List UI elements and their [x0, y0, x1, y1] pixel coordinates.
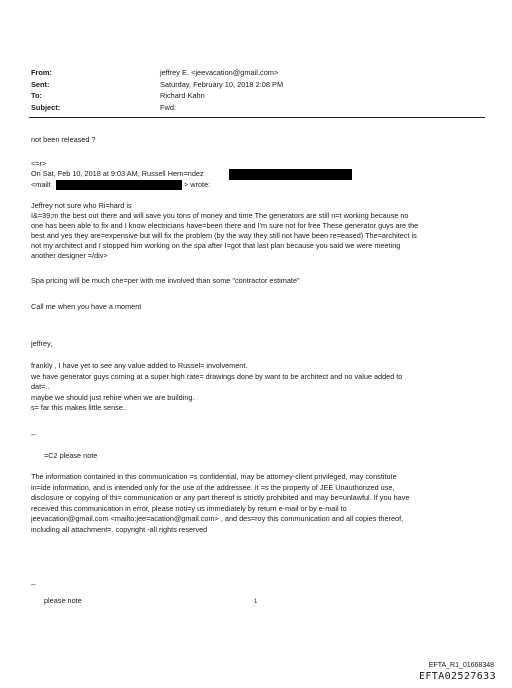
- redaction-bar: [56, 180, 182, 190]
- to-label: To:: [31, 91, 42, 100]
- jeffrey-salutation: jeffrey,: [31, 339, 53, 348]
- subject-label: Subject:: [31, 103, 61, 112]
- header-divider: [29, 117, 485, 118]
- mail-prefix: <mailt: [31, 180, 51, 189]
- disclaimer-line: received this communication in error, please noti=y us immediately by return e-mail or by e-mail to: [31, 504, 347, 513]
- call-me-line: Call me when you have a moment: [31, 302, 142, 311]
- page-number: 1: [254, 599, 258, 605]
- paragraph-line: maybe we should just rehire when we are building.: [31, 393, 195, 402]
- quote-marker: <=r>: [31, 159, 47, 168]
- paragraph-line: frankly , I have yet to see any value added to Russel= involvement.: [31, 361, 248, 370]
- paragraph-line: s= far this makes little sense..: [31, 403, 127, 412]
- paragraph-line: Jeffrey not sure who Ri=hard is: [31, 201, 132, 210]
- paragraph-line: best and yes they are=expensive but will fix the problem (by the way they still not have been re=eased) The=architect is: [31, 231, 417, 240]
- sent-value: Saturday, February 10, 2018 2:08 PM: [160, 80, 284, 89]
- signature-dashes: --: [31, 430, 36, 439]
- paragraph-line: one has been able to fix and I know electricians have=been there and I'm sure not for free These generator guys are the: [31, 221, 419, 230]
- sent-label: Sent:: [31, 80, 50, 89]
- disclaimer-line: jeevacation@gmail.com <mailto:jee=acation@gmail.com> , and des=roy this communication and all copies thereof,: [31, 514, 404, 523]
- paragraph-line: I&=39;m the best out there and will save you tons of money and time The generators are still n=t working because no: [31, 211, 409, 220]
- efta-id-small: EFTA_R1_01668348: [428, 662, 494, 669]
- please-note-heading: =C2 please note: [44, 451, 98, 460]
- disclaimer-line: including all attachment=. copyright -all rights reserved: [31, 525, 208, 534]
- from-value: jeffrey E. <jeevacation@gmail.com>: [160, 68, 279, 77]
- on-date-line: On Sat, Feb 10, 2018 at 9:03 AM, Russell Hern=ndez: [31, 169, 204, 178]
- signature-dashes: --: [31, 580, 36, 589]
- paragraph-line: not my architect and I stopped him working on the spa after I=got that last plan because you said we were meeting: [31, 241, 401, 250]
- please-note-heading: please note: [44, 596, 82, 605]
- paragraph-line: we have generator guys coming at a super high rate= drawings done by want to be architect and no value added to: [31, 372, 403, 381]
- efta-id-large: EFTA02527633: [418, 671, 496, 682]
- spa-pricing-line: Spa pricing will be much che=per with me involved than some "contractor estimate": [31, 276, 300, 285]
- from-label: From:: [31, 68, 52, 77]
- wrote-line: > wrote:: [184, 180, 211, 189]
- paragraph-line: dat=..: [31, 382, 50, 391]
- paragraph-line: another designer =/div>: [31, 251, 108, 260]
- redaction-bar: [229, 169, 352, 180]
- disclaimer-line: in=ide information, and is intended only for the use of the addressee. It =s the property of JEE Unauthorized use,: [31, 483, 395, 492]
- disclaimer-line: The information contained in this communication =s confidential, may be attorney-client privileged, may constitute: [31, 472, 397, 481]
- body-line-not-released: not been released ?: [31, 135, 96, 144]
- subject-value: Fwd:: [160, 103, 177, 112]
- to-value: Richard Kahn: [160, 91, 205, 100]
- disclaimer-line: disclosure or copying of thi= communication or any part thereof is strictly prohibited and may be=unlawful. If you have: [31, 493, 410, 502]
